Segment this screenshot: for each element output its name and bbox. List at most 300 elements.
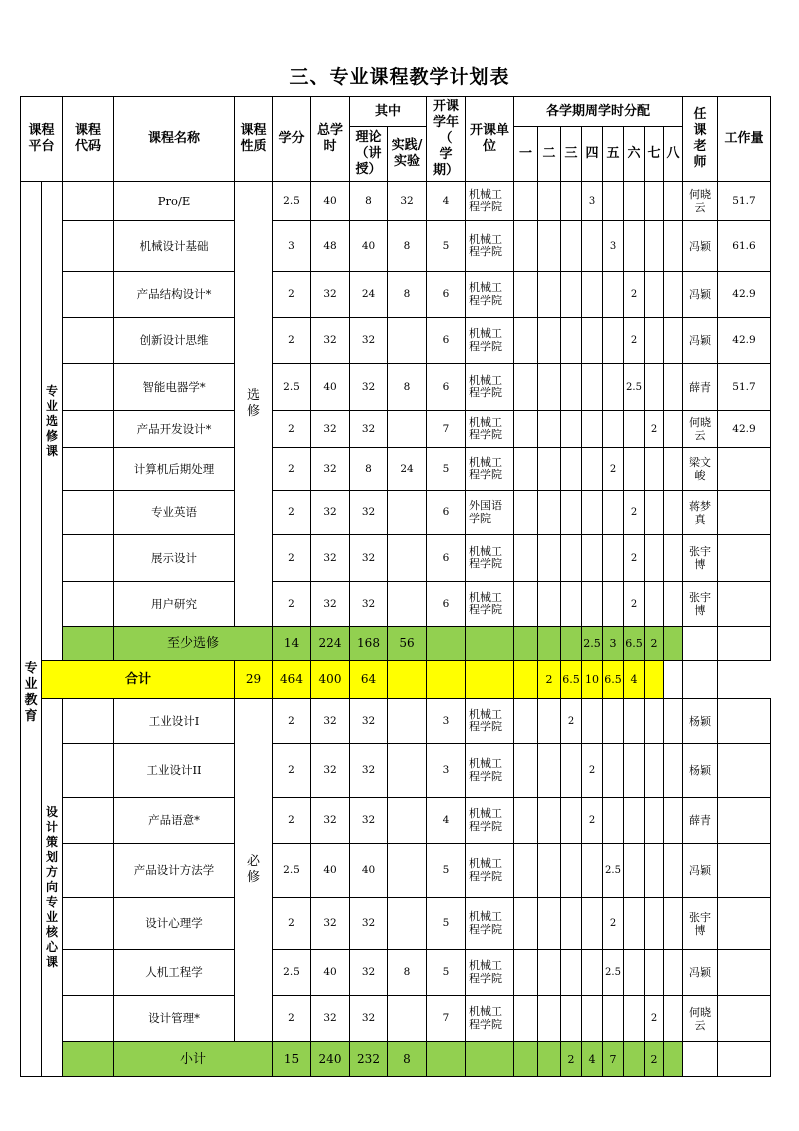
- course-practice: 8: [388, 950, 427, 996]
- course-term: 3: [427, 744, 466, 798]
- header-name: 课程名称: [114, 97, 235, 182]
- semester-hours: 6.5: [603, 661, 624, 699]
- semester-hours: 3: [603, 221, 624, 272]
- course-term: 5: [427, 898, 466, 950]
- course-teacher: 杨颖: [683, 699, 718, 744]
- semester-hours: [561, 272, 582, 318]
- semester-hours: [514, 699, 538, 744]
- semester-hours: 2: [645, 996, 664, 1042]
- total-row: [21, 661, 771, 699]
- header-distribution: 各学期周学时分配: [514, 97, 683, 127]
- course-term: 6: [427, 491, 466, 535]
- semester-hours: 2: [645, 627, 664, 661]
- semester-hours: [645, 582, 664, 627]
- semester-hours: [538, 491, 561, 535]
- course-credit: 2: [273, 744, 311, 798]
- semester-hours: 2: [624, 272, 645, 318]
- semester-hours: [603, 798, 624, 844]
- course-credit: 2: [273, 318, 311, 364]
- header-semester: 四: [582, 127, 603, 182]
- course-total-hours: 32: [311, 699, 350, 744]
- course-code: [63, 996, 114, 1042]
- group-label: 设 计 策 划 方 向 专 业 核 心 课: [42, 699, 63, 1077]
- course-teacher: 蒋梦 真: [683, 491, 718, 535]
- subtotal-row: [21, 627, 771, 661]
- total-label: 合计: [42, 661, 235, 699]
- course-practice: 8: [388, 272, 427, 318]
- semester-hours: [514, 627, 538, 661]
- semester-hours: [582, 411, 603, 448]
- semester-hours: [538, 364, 561, 411]
- semester-hours: [624, 844, 645, 898]
- semester-hours: [664, 699, 683, 744]
- semester-hours: [514, 1042, 538, 1077]
- total-workload: [683, 661, 718, 699]
- semester-hours: 2: [603, 448, 624, 491]
- course-code: [63, 318, 114, 364]
- semester-hours: [538, 318, 561, 364]
- semester-hours: [582, 364, 603, 411]
- semester-hours: [664, 221, 683, 272]
- course-term: 5: [427, 950, 466, 996]
- course-teacher: 薛青: [683, 364, 718, 411]
- subtotal-dept: [466, 627, 514, 661]
- semester-hours: [561, 221, 582, 272]
- course-code: [63, 582, 114, 627]
- course-total-hours: 32: [311, 411, 350, 448]
- header-semester: 一: [514, 127, 538, 182]
- course-name: 机械设计基础: [114, 221, 235, 272]
- semester-hours: [514, 221, 538, 272]
- subtotal-credit: 14: [273, 627, 311, 661]
- semester-hours: [664, 364, 683, 411]
- semester-hours: [624, 898, 645, 950]
- course-term: 6: [427, 582, 466, 627]
- course-credit: 2: [273, 491, 311, 535]
- subtotal-term: [427, 627, 466, 661]
- semester-hours: [561, 448, 582, 491]
- course-theory: 32: [350, 744, 388, 798]
- semester-hours: [603, 364, 624, 411]
- total-dept: [427, 661, 466, 699]
- course-teacher: 薛青: [683, 798, 718, 844]
- course-teacher: 何晓 云: [683, 182, 718, 221]
- course-theory: 32: [350, 364, 388, 411]
- semester-hours: [538, 699, 561, 744]
- course-dept: 机械工 程学院: [466, 411, 514, 448]
- semester-hours: [561, 798, 582, 844]
- subtotal-practice: 8: [388, 1042, 427, 1077]
- semester-hours: 2.5: [624, 364, 645, 411]
- semester-hours: [664, 996, 683, 1042]
- semester-hours: [624, 411, 645, 448]
- semester-hours: [664, 272, 683, 318]
- semester-hours: [538, 950, 561, 996]
- subtotal-label: 至少选修: [114, 627, 273, 661]
- platform-label: 专 业 教 育: [21, 661, 42, 1077]
- course-practice: [388, 744, 427, 798]
- semester-hours: 6.5: [561, 661, 582, 699]
- table-row: [21, 364, 771, 411]
- course-theory: 32: [350, 318, 388, 364]
- course-term: 7: [427, 411, 466, 448]
- course-name: 创新设计思维: [114, 318, 235, 364]
- semester-hours: [664, 448, 683, 491]
- semester-hours: [603, 744, 624, 798]
- course-name: Pro/E: [114, 182, 235, 221]
- course-total-hours: 32: [311, 582, 350, 627]
- course-workload: 51.7: [718, 182, 771, 221]
- semester-hours: [538, 844, 561, 898]
- semester-hours: [582, 272, 603, 318]
- semester-hours: [582, 448, 603, 491]
- course-practice: [388, 491, 427, 535]
- semester-hours: [645, 221, 664, 272]
- course-dept: 机械工 程学院: [466, 744, 514, 798]
- course-credit: 2: [273, 448, 311, 491]
- header-code: 课程 代码: [63, 97, 114, 182]
- semester-hours: [538, 272, 561, 318]
- semester-hours: [664, 798, 683, 844]
- course-credit: 2: [273, 535, 311, 582]
- header-semester: 五: [603, 127, 624, 182]
- header-among: 其中: [350, 97, 427, 127]
- course-dept: 机械工 程学院: [466, 844, 514, 898]
- course-code: [63, 627, 114, 661]
- semester-hours: [645, 364, 664, 411]
- course-term: 6: [427, 364, 466, 411]
- course-name: 产品结构设计*: [114, 272, 235, 318]
- course-theory: 32: [350, 898, 388, 950]
- table-row: [21, 744, 771, 798]
- semester-hours: [645, 950, 664, 996]
- course-term: 4: [427, 182, 466, 221]
- semester-hours: [582, 318, 603, 364]
- semester-hours: [514, 950, 538, 996]
- course-dept: 机械工 程学院: [466, 582, 514, 627]
- table-row: [21, 182, 771, 221]
- course-code: [63, 744, 114, 798]
- course-teacher: 何晓 云: [683, 411, 718, 448]
- semester-hours: [561, 627, 582, 661]
- semester-hours: [664, 950, 683, 996]
- subtotal-workload: [718, 1042, 771, 1077]
- semester-hours: [603, 699, 624, 744]
- semester-hours: [645, 182, 664, 221]
- course-name: 工业设计II: [114, 744, 235, 798]
- course-workload: [718, 950, 771, 996]
- semester-hours: 2: [624, 491, 645, 535]
- course-code: [63, 448, 114, 491]
- semester-hours: [645, 535, 664, 582]
- course-credit: 2.5: [273, 950, 311, 996]
- course-practice: [388, 535, 427, 582]
- course-credit: 3: [273, 221, 311, 272]
- header-semester: 六: [624, 127, 645, 182]
- table-row: [21, 582, 771, 627]
- course-name: 展示设计: [114, 535, 235, 582]
- semester-hours: 2: [645, 411, 664, 448]
- semester-hours: [624, 1042, 645, 1077]
- semester-hours: [645, 661, 664, 699]
- course-code: [63, 898, 114, 950]
- course-total-hours: 32: [311, 798, 350, 844]
- semester-hours: [561, 844, 582, 898]
- course-workload: 61.6: [718, 221, 771, 272]
- course-name: 智能电器学*: [114, 364, 235, 411]
- semester-hours: [561, 744, 582, 798]
- semester-hours: 4: [582, 1042, 603, 1077]
- course-theory: 40: [350, 221, 388, 272]
- course-workload: [718, 699, 771, 744]
- course-theory: 32: [350, 491, 388, 535]
- table-row: [21, 272, 771, 318]
- header-teacher: 任课 老师: [683, 97, 718, 182]
- semester-hours: [624, 182, 645, 221]
- course-credit: 2: [273, 411, 311, 448]
- course-teacher: 冯颖: [683, 272, 718, 318]
- course-workload: 42.9: [718, 411, 771, 448]
- course-total-hours: 40: [311, 950, 350, 996]
- course-teacher: 张宇 博: [683, 582, 718, 627]
- semester-hours: [514, 744, 538, 798]
- course-teacher: 梁文 峻: [683, 448, 718, 491]
- semester-hours: [561, 364, 582, 411]
- table-row: [21, 448, 771, 491]
- semester-hours: [582, 699, 603, 744]
- course-code: [63, 699, 114, 744]
- course-total-hours: 32: [311, 318, 350, 364]
- subtotal-theory: 232: [350, 1042, 388, 1077]
- course-code: [63, 1042, 114, 1077]
- course-workload: [718, 535, 771, 582]
- semester-hours: [582, 221, 603, 272]
- semester-hours: [664, 898, 683, 950]
- course-theory: 32: [350, 582, 388, 627]
- semester-hours: [561, 318, 582, 364]
- course-credit: 2.5: [273, 182, 311, 221]
- semester-hours: [582, 996, 603, 1042]
- semester-hours: [538, 1042, 561, 1077]
- header-dept: 开课单位: [466, 97, 514, 182]
- course-credit: 2: [273, 898, 311, 950]
- table-row: [21, 411, 771, 448]
- subtotal-credit: 15: [273, 1042, 311, 1077]
- semester-hours: [466, 661, 514, 699]
- course-teacher: 冯颖: [683, 844, 718, 898]
- semester-hours: [645, 699, 664, 744]
- course-term: 6: [427, 535, 466, 582]
- semester-hours: [538, 744, 561, 798]
- header-total-hours: 总学 时: [311, 97, 350, 182]
- semester-hours: [664, 182, 683, 221]
- course-practice: 8: [388, 364, 427, 411]
- semester-hours: [664, 1042, 683, 1077]
- course-theory: 8: [350, 448, 388, 491]
- semester-hours: [645, 318, 664, 364]
- semester-hours: [603, 491, 624, 535]
- course-dept: 机械工 程学院: [466, 272, 514, 318]
- course-term: 3: [427, 699, 466, 744]
- course-name: 用户研究: [114, 582, 235, 627]
- semester-hours: 2: [538, 661, 561, 699]
- course-credit: 2: [273, 996, 311, 1042]
- course-credit: 2.5: [273, 364, 311, 411]
- course-dept: 机械工 程学院: [466, 898, 514, 950]
- course-total-hours: 32: [311, 491, 350, 535]
- semester-hours: [603, 535, 624, 582]
- semester-hours: [538, 535, 561, 582]
- table-row: [21, 844, 771, 898]
- header-credit: 学分: [273, 97, 311, 182]
- course-name: 人机工程学: [114, 950, 235, 996]
- semester-hours: [538, 182, 561, 221]
- course-plan-table: [20, 96, 771, 1077]
- total-teacher: [664, 661, 683, 699]
- semester-hours: [561, 535, 582, 582]
- semester-hours: [538, 582, 561, 627]
- course-practice: 8: [388, 221, 427, 272]
- header-platform: 课程 平台: [21, 97, 63, 182]
- course-code: [63, 535, 114, 582]
- course-workload: [718, 582, 771, 627]
- course-dept: 机械工 程学院: [466, 535, 514, 582]
- course-code: [63, 798, 114, 844]
- semester-hours: 3: [582, 182, 603, 221]
- course-practice: [388, 898, 427, 950]
- course-name: 产品开发设计*: [114, 411, 235, 448]
- course-workload: 42.9: [718, 272, 771, 318]
- semester-hours: [664, 582, 683, 627]
- semester-hours: [538, 411, 561, 448]
- course-theory: 32: [350, 699, 388, 744]
- course-workload: [718, 491, 771, 535]
- course-term: 5: [427, 448, 466, 491]
- course-theory: 40: [350, 844, 388, 898]
- course-workload: [718, 996, 771, 1042]
- subtotal-teacher: [683, 627, 718, 661]
- semester-hours: 2: [624, 318, 645, 364]
- subtotal-total: 224: [311, 627, 350, 661]
- course-name: 专业英语: [114, 491, 235, 535]
- course-theory: 32: [350, 535, 388, 582]
- course-nature: 必 修: [235, 699, 273, 1042]
- course-workload: [718, 448, 771, 491]
- course-credit: 2.5: [273, 844, 311, 898]
- course-code: [63, 411, 114, 448]
- course-practice: 32: [388, 182, 427, 221]
- semester-hours: [538, 221, 561, 272]
- subtotal-term: [427, 1042, 466, 1077]
- semester-hours: [514, 996, 538, 1042]
- course-workload: [718, 898, 771, 950]
- semester-hours: [645, 448, 664, 491]
- total-total: 464: [273, 661, 311, 699]
- course-theory: 24: [350, 272, 388, 318]
- course-code: [63, 491, 114, 535]
- course-practice: [388, 699, 427, 744]
- header-theory: 理论 （讲 授）: [350, 127, 388, 182]
- semester-hours: [624, 744, 645, 798]
- semester-hours: [538, 798, 561, 844]
- course-code: [63, 364, 114, 411]
- semester-hours: [645, 798, 664, 844]
- semester-hours: [561, 491, 582, 535]
- course-total-hours: 32: [311, 898, 350, 950]
- semester-hours: 2.5: [603, 844, 624, 898]
- semester-hours: [603, 318, 624, 364]
- course-practice: [388, 411, 427, 448]
- semester-hours: [514, 898, 538, 950]
- table-row: [21, 699, 771, 744]
- semester-hours: [561, 950, 582, 996]
- course-dept: 机械工 程学院: [466, 221, 514, 272]
- course-teacher: 冯颖: [683, 318, 718, 364]
- semester-hours: 2: [624, 535, 645, 582]
- semester-hours: 2: [603, 898, 624, 950]
- course-theory: 8: [350, 182, 388, 221]
- subtotal-practice: 56: [388, 627, 427, 661]
- header-semester: 七: [645, 127, 664, 182]
- semester-hours: [561, 582, 582, 627]
- semester-hours: [624, 221, 645, 272]
- course-teacher: 何晓 云: [683, 996, 718, 1042]
- course-credit: 2: [273, 798, 311, 844]
- semester-hours: [561, 996, 582, 1042]
- table-row: [21, 491, 771, 535]
- course-term: 6: [427, 272, 466, 318]
- course-theory: 32: [350, 798, 388, 844]
- semester-hours: 3: [603, 627, 624, 661]
- course-term: 7: [427, 996, 466, 1042]
- course-teacher: 冯颖: [683, 221, 718, 272]
- semester-hours: [645, 272, 664, 318]
- course-dept: 机械工 程学院: [466, 448, 514, 491]
- semester-hours: [514, 448, 538, 491]
- semester-hours: 10: [582, 661, 603, 699]
- course-theory: 32: [350, 950, 388, 996]
- semester-hours: [582, 582, 603, 627]
- course-dept: 机械工 程学院: [466, 182, 514, 221]
- header-workload: 工作量: [718, 97, 771, 182]
- course-credit: 2: [273, 272, 311, 318]
- header-row: [21, 97, 771, 127]
- semester-hours: [514, 491, 538, 535]
- semester-hours: [645, 744, 664, 798]
- course-total-hours: 32: [311, 744, 350, 798]
- course-dept: 机械工 程学院: [466, 950, 514, 996]
- semester-hours: [664, 844, 683, 898]
- course-practice: [388, 318, 427, 364]
- table-row: [21, 798, 771, 844]
- course-total-hours: 32: [311, 535, 350, 582]
- subtotal-workload: [718, 627, 771, 661]
- subtotal-label: 小计: [114, 1042, 273, 1077]
- subtotal-dept: [466, 1042, 514, 1077]
- course-nature: 选 修: [235, 182, 273, 627]
- semester-hours: [664, 535, 683, 582]
- course-name: 产品设计方法学: [114, 844, 235, 898]
- semester-hours: [538, 448, 561, 491]
- total-practice: 64: [350, 661, 388, 699]
- semester-hours: [664, 411, 683, 448]
- semester-hours: [538, 898, 561, 950]
- course-practice: [388, 996, 427, 1042]
- semester-hours: [514, 182, 538, 221]
- course-code: [63, 221, 114, 272]
- course-practice: 24: [388, 448, 427, 491]
- course-teacher: 杨颖: [683, 744, 718, 798]
